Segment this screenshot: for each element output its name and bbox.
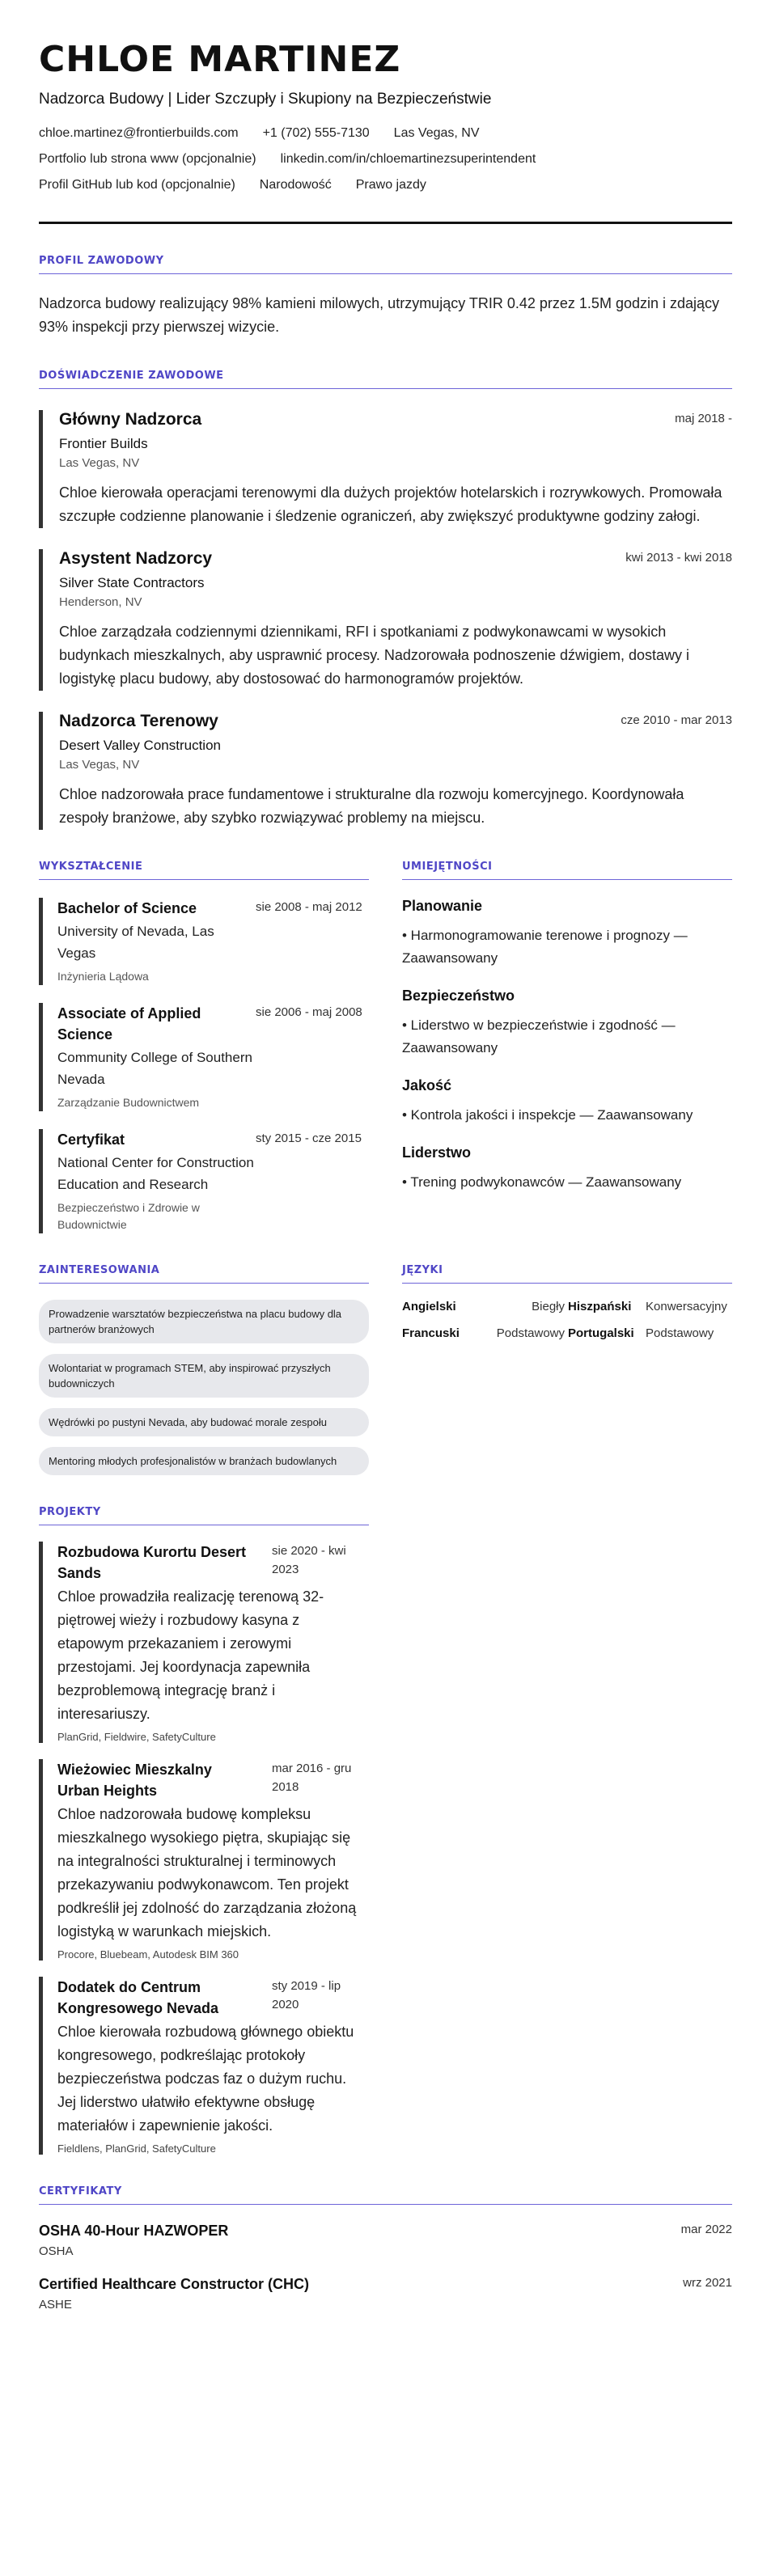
company-name: Silver State Contractors [59, 575, 205, 590]
interests-section-title: ZAINTERESOWANIA [39, 1264, 369, 1284]
project-tools: Fieldlens, PlanGrid, SafetyCulture [57, 2142, 216, 2155]
field-of-study: Zarządzanie Budownictwem [57, 1096, 200, 1109]
school-name: National Center for Construction Education and Research [57, 1155, 254, 1192]
skill-category: Bezpieczeństwo [402, 988, 515, 1004]
certificate-issuer: ASHE [39, 2298, 72, 2312]
languages-column [402, 1233, 732, 1475]
project-dates: mar 2016 - gru 2018 [272, 1762, 352, 1794]
project-description: Chloe nadzorowała budowę kompleksu mieszkalnego wysokiego piętra, skupiając się na integralności strukturalnej i terminowych przekazywaniu podwykonawcom. Ten projekt podkreślił jej zdolność do zarządzania złożoną logistyką w warunkach miejskich. [57, 1806, 357, 1939]
skill-category: Liderstwo [402, 1144, 472, 1161]
certificates-list [39, 2223, 732, 2312]
skills-section-title: UMIEJĘTNOŚCI [402, 861, 732, 880]
experience-item [39, 410, 732, 528]
github-link[interactable]: Profil GitHub lub kod (opcjonalnie) [39, 178, 235, 192]
nationality: Narodowość [259, 178, 332, 192]
education-dates: sie 2006 - maj 2008 [256, 1005, 362, 1019]
driving-license: Prawo jazdy [355, 178, 426, 192]
project-tools: PlanGrid, Fieldwire, SafetyCulture [57, 1731, 216, 1743]
degree: Certyfikat [57, 1131, 125, 1148]
education-dates: sty 2015 - cze 2015 [256, 1131, 362, 1145]
experience-list [39, 410, 732, 830]
skill-entry: • Trening podwykonawców — Zaawansowany [402, 1174, 682, 1190]
contact-links [39, 152, 732, 178]
language-name: Angielski [402, 1300, 456, 1313]
job-dates: cze 2010 - mar 2013 [621, 713, 732, 727]
skill-group [402, 988, 732, 1060]
headline: Nadzorca Budowy | Lider Szczupły i Skupiony na Bezpieczeństwie [39, 91, 492, 108]
project-tools: Procore, Bluebeam, Autodesk BIM 360 [57, 1948, 239, 1961]
project-description: Chloe prowadziła realizację terenową 32-piętrowej wieży i rozbudowy kasyna z etapowym przekazaniem i zerowymi przestojami. Jej koordynacja zapewniła bezproblemową integrację branż i interesariuszy. [57, 1588, 324, 1722]
project-name: Wieżowiec Mieszkalny Urban Heights [57, 1762, 212, 1799]
field-of-study: Bezpieczeństwo i Zdrowie w Budownictwie [57, 1201, 200, 1231]
job-title: Nadzorca Terenowy [59, 712, 218, 730]
education-item [39, 1003, 369, 1111]
education-section-title: WYKSZTAŁCENIE [39, 861, 369, 880]
language-name: Portugalski [568, 1326, 634, 1340]
interests-list [39, 1300, 369, 1475]
interest-tag: Mentoring młodych profesjonalistów w branżach budowlanych [39, 1447, 369, 1475]
field-of-study: Inżynieria Lądowa [57, 970, 149, 983]
experience-section-title: DOŚWIADCZENIE ZAWODOWE [39, 370, 732, 389]
language-level: Podstawowy [496, 1326, 565, 1340]
certificate-name: Certified Healthcare Constructor (CHC) [39, 2276, 310, 2292]
experience-item [39, 712, 732, 830]
website-link[interactable]: Portfolio lub strona www (opcjonalnie) [39, 152, 256, 166]
email[interactable]: chloe.martinez@frontierbuilds.com [39, 126, 239, 140]
experience-item [39, 549, 732, 691]
linkedin-link[interactable]: linkedin.com/in/chloemartinezsuperintendent [280, 152, 536, 166]
interest-tag: Wolontariat w programach STEM, aby inspirować przyszłych budowniczych [39, 1354, 369, 1398]
header-divider [39, 222, 732, 224]
job-location: Henderson, NV [59, 595, 142, 609]
education-skills-row [39, 830, 732, 1233]
skills-column [402, 830, 732, 1233]
job-dates: maj 2018 - [675, 412, 732, 425]
project-dates: sie 2020 - kwi 2023 [272, 1544, 346, 1576]
skill-entry: • Kontrola jakości i inspekcje — Zaawansowany [402, 1107, 693, 1123]
language-name: Francuski [402, 1326, 460, 1340]
language-level: Podstawowy [646, 1326, 714, 1340]
skill-category: Jakość [402, 1077, 452, 1093]
summary-text: Nadzorca budowy realizujący 98% kamieni milowych, utrzymujący TRIR 0.42 przez 1.5M godzin i zdający 93% inspekcji przy pierwszej wizycie. [39, 295, 720, 335]
skill-group [402, 898, 732, 970]
certificate-name: OSHA 40-Hour HAZWOPER [39, 2223, 229, 2239]
skill-group [402, 1077, 732, 1127]
company-name: Desert Valley Construction [59, 738, 221, 753]
resume-header [39, 39, 732, 224]
skill-group [402, 1144, 732, 1194]
job-title: Asystent Nadzorcy [59, 549, 213, 568]
job-title: Główny Nadzorca [59, 410, 202, 429]
project-description: Chloe kierowała rozbudową głównego obiektu kongresowego, podkreślając protokoły bezpieczeństwa podczas faz o dużym ruchu. Jej liderstwo ułatwiło efektywne obsługę materiałów i zapewnienie jakości. [57, 2024, 354, 2134]
interest-tag: Prowadzenie warsztatów bezpieczeństwa na placu budowy dla partnerów branżowych [39, 1300, 369, 1343]
project-item [39, 1542, 369, 1743]
interests-languages-row [39, 1233, 732, 1475]
job-dates: kwi 2013 - kwi 2018 [625, 551, 732, 565]
languages-section-title: JĘZYKI [402, 1264, 732, 1284]
certificate-item [39, 2276, 732, 2312]
skill-category: Planowanie [402, 898, 483, 914]
education-item [39, 1129, 369, 1233]
project-name: Dodatek do Centrum Kongresowego Nevada [57, 1979, 219, 2016]
skill-entry: • Harmonogramowanie terenowe i prognozy — Zaawansowany [402, 928, 688, 966]
projects-list [39, 1542, 732, 2155]
contact-extra [39, 178, 732, 204]
job-location: Las Vegas, NV [59, 456, 140, 470]
project-dates: sty 2019 - lip 2020 [272, 1979, 341, 2011]
language-level: Biegły [532, 1300, 565, 1313]
candidate-name: CHLOE MARTINEZ [39, 39, 401, 80]
location: Las Vegas, NV [393, 126, 480, 140]
job-description: Chloe kierowała operacjami terenowymi dla dużych projektów hotelarskich i rozrywkowych. Promowała szczupłe codzienne planowanie i śledzenie ograniczeń, aby zwiększyć produktywne godziny załogi. [59, 484, 722, 524]
phone: +1 (702) 555-7130 [262, 126, 370, 140]
degree: Associate of Applied Science [57, 1005, 201, 1043]
contact-info [39, 126, 732, 152]
certificate-item [39, 2223, 732, 2258]
skill-entry: • Liderstwo w bezpieczeństwie i zgodność — Zaawansowany [402, 1017, 676, 1055]
language-level: Konwersacyjny [646, 1300, 727, 1313]
certificate-date: mar 2022 [680, 2223, 732, 2236]
language-name: Hiszpański [568, 1300, 632, 1313]
education-dates: sie 2008 - maj 2012 [256, 900, 362, 914]
certificate-issuer: OSHA [39, 2244, 74, 2258]
school-name: Community College of Southern Nevada [57, 1050, 252, 1087]
job-location: Las Vegas, NV [59, 758, 140, 772]
projects-section-title: PROJEKTY [39, 1506, 369, 1525]
job-description: Chloe zarządzała codziennymi dziennikami, RFI i spotkaniami z podwykonawcami w wysokich budynkach mieszkalnych, aby usprawnić procesy. Nadzorowała podnoszenie dźwigiem, dostawy i logistykę placu budowy, aby dostosować do harmonogramów projektów. [59, 624, 690, 687]
certificates-section-title: CERTYFIKATY [39, 2185, 732, 2205]
company-name: Frontier Builds [59, 436, 148, 451]
school-name: University of Nevada, Las Vegas [57, 924, 214, 961]
job-description: Chloe nadzorowała prace fundamentowe i strukturalne dla rozwoju komercyjnego. Koordynowała zespoły branżowe, aby szybko rozwiązywać problemy na miejscu. [59, 786, 684, 826]
interests-column [39, 1233, 369, 1475]
education-column [39, 830, 369, 1233]
degree: Bachelor of Science [57, 900, 197, 916]
summary-section-title: PROFIL ZAWODOWY [39, 255, 732, 274]
certificate-date: wrz 2021 [683, 2276, 732, 2290]
interest-tag: Wędrówki po pustyni Nevada, aby budować morale zespołu [39, 1408, 369, 1436]
project-item [39, 1759, 369, 1961]
education-item [39, 898, 369, 985]
project-name: Rozbudowa Kurortu Desert Sands [57, 1544, 247, 1581]
project-item [39, 1977, 369, 2155]
languages-grid [402, 1300, 732, 1340]
